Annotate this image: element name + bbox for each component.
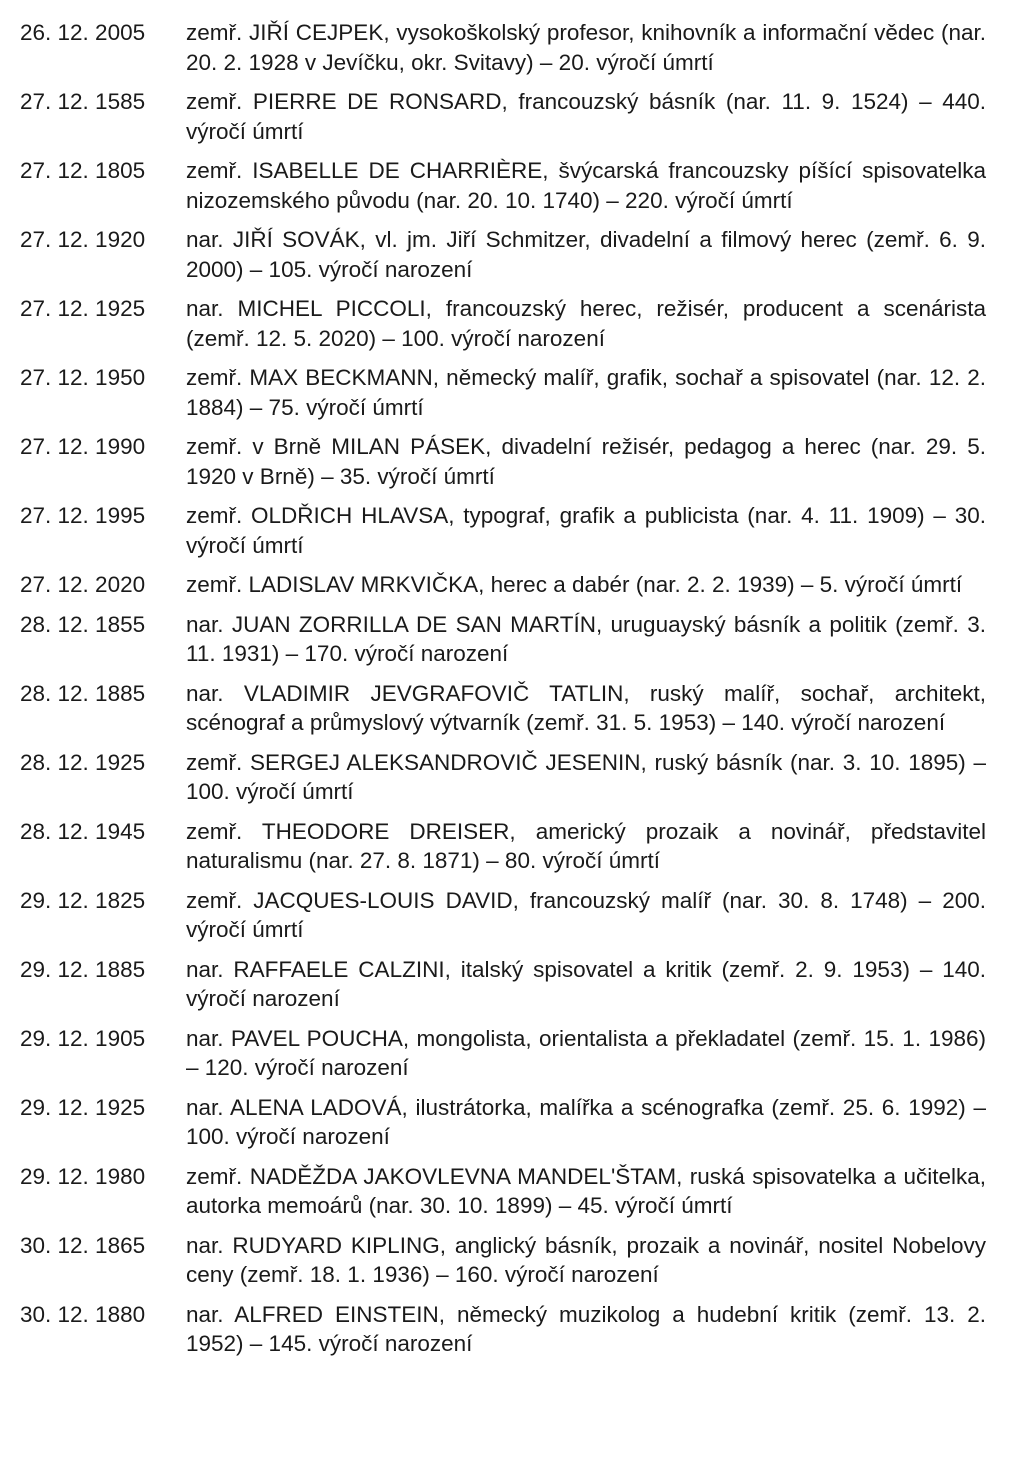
- anniversary-entry: [0, 87, 1020, 146]
- entry-text: zemř. LADISLAV MRKVIČKA, herec a dabér (nar. 2. 2. 1939) – 5. výročí úmrtí: [186, 572, 963, 597]
- anniversary-entry: [0, 363, 1020, 422]
- entry-text: nar. JIŘÍ SOVÁK, vl. jm. Jiří Schmitzer, divadelní a filmový herec (zemř. 6. 9. 2000) – 105. výročí narození: [186, 227, 986, 282]
- anniversary-entry: [0, 1024, 1020, 1083]
- entry-text: zemř. THEODORE DREISER, americký prozaik a novinář, představitel naturalismu (nar. 27. 8. 1871) – 80. výročí úmrtí: [186, 818, 986, 873]
- entry-date: 29. 12. 1825: [20, 887, 146, 913]
- entry-text: zemř. v Brně MILAN PÁSEK, divadelní režisér, pedagog a herec (nar. 29. 5. 1920 v Brně) – 35. výročí úmrtí: [186, 434, 986, 489]
- entry-text: zemř. OLDŘICH HLAVSA, typograf, grafik a publicista (nar. 4. 11. 1909) – 30. výročí úmrtí: [186, 503, 986, 558]
- entry-date: 28. 12. 1945: [20, 818, 146, 844]
- entry-date: 28. 12. 1885: [20, 680, 146, 706]
- entry-text: zemř. ISABELLE DE CHARRIÈRE, švýcarská francouzsky píšící spisovatelka nizozemského původu (nar. 20. 10. 1740) – 220. výročí úmrtí: [186, 158, 986, 213]
- entry-date: 29. 12. 1980: [20, 1163, 146, 1189]
- entry-date: 27. 12. 1585: [20, 89, 146, 114]
- anniversary-entry: [0, 294, 1020, 353]
- entry-text: nar. ALFRED EINSTEIN, německý muzikolog a hudební kritik (zemř. 13. 2. 1952) – 145. výročí narození: [186, 1301, 986, 1356]
- anniversary-entry: [0, 501, 1020, 560]
- anniversary-entry: [0, 817, 1020, 876]
- entry-text: zemř. JACQUES-LOUIS DAVID, francouzský malíř (nar. 30. 8. 1748) – 200. výročí úmrtí: [186, 887, 986, 942]
- anniversary-entry: [0, 432, 1020, 491]
- anniversary-entry: [0, 955, 1020, 1014]
- entry-text: zemř. NADĚŽDA JAKOVLEVNA MANDEL'ŠTAM, ruská spisovatelka a učitelka, autorka memoárů (nar. 30. 10. 1899) – 45. výročí úmrtí: [186, 1163, 986, 1218]
- entry-text: nar. VLADIMIR JEVGRAFOVIČ TATLIN, ruský malíř, sochař, architekt, scénograf a průmyslový výtvarník (zemř. 31. 5. 1953) – 140. výročí narození: [186, 680, 986, 735]
- entry-text: nar. RAFFAELE CALZINI, italský spisovatel a kritik (zemř. 2. 9. 1953) – 140. výročí narození: [186, 956, 986, 1011]
- anniversary-entry: [0, 1162, 1020, 1221]
- entry-text: zemř. SERGEJ ALEKSANDROVIČ JESENIN, ruský básník (nar. 3. 10. 1895) – 100. výročí úmrtí: [186, 749, 986, 804]
- entry-text: nar. ALENA LADOVÁ, ilustrátorka, malířka a scénografka (zemř. 25. 6. 1992) – 100. výročí narození: [186, 1094, 986, 1149]
- anniversary-entry: [0, 1093, 1020, 1152]
- anniversary-entry: [0, 1231, 1020, 1290]
- anniversary-entry: [0, 610, 1020, 669]
- anniversary-entry: [0, 1300, 1020, 1359]
- anniversary-list: [0, 18, 1020, 1369]
- entry-text: nar. RUDYARD KIPLING, anglický básník, prozaik a novinář, nositel Nobelovy ceny (zemř. 18. 1. 1936) – 160. výročí narození: [186, 1232, 986, 1287]
- entry-date: 27. 12. 1920: [20, 227, 146, 252]
- entry-text: nar. JUAN ZORRILLA DE SAN MARTÍN, uruguayský básník a politik (zemř. 3. 11. 1931) – 170. výročí narození: [186, 611, 986, 666]
- entry-date: 28. 12. 1925: [20, 749, 146, 775]
- entry-text: nar. MICHEL PICCOLI, francouzský herec, režisér, producent a scenárista (zemř. 12. 5. 2020) – 100. výročí narození: [186, 296, 986, 351]
- anniversary-entry: [0, 886, 1020, 945]
- anniversary-entry: [0, 156, 1020, 215]
- anniversary-entry: [0, 679, 1020, 738]
- entry-date: 29. 12. 1905: [20, 1025, 146, 1051]
- entry-text: zemř. PIERRE DE RONSARD, francouzský básník (nar. 11. 9. 1524) – 440. výročí úmrtí: [186, 89, 986, 144]
- entry-date: 27. 12. 2020: [20, 572, 146, 597]
- entry-date: 30. 12. 1865: [20, 1232, 146, 1258]
- entry-text: zemř. MAX BECKMANN, německý malíř, grafik, sochař a spisovatel (nar. 12. 2. 1884) – 75. výročí úmrtí: [186, 365, 986, 420]
- anniversary-entry: [0, 225, 1020, 284]
- entry-date: 27. 12. 1925: [20, 296, 146, 321]
- entry-date: 29. 12. 1885: [20, 956, 146, 982]
- entry-text: nar. PAVEL POUCHA, mongolista, orientalista a překladatel (zemř. 15. 1. 1986) – 120. výročí narození: [186, 1025, 986, 1080]
- entry-text: zemř. JIŘÍ CEJPEK, vysokoškolský profesor, knihovník a informační vědec (nar. 20. 2. 1928 v Jevíčku, okr. Svitavy) – 20. výročí úmrtí: [186, 20, 986, 75]
- entry-date: 30. 12. 1880: [20, 1301, 146, 1327]
- anniversary-entry: [0, 748, 1020, 807]
- entry-date: 27. 12. 1805: [20, 158, 146, 183]
- anniversary-entry: [0, 18, 1020, 77]
- entry-date: 26. 12. 2005: [20, 20, 146, 45]
- entry-date: 27. 12. 1950: [20, 365, 146, 390]
- entry-date: 28. 12. 1855: [20, 611, 146, 637]
- entry-date: 27. 12. 1995: [20, 503, 146, 528]
- anniversary-entry: [0, 570, 1020, 600]
- entry-date: 27. 12. 1990: [20, 434, 146, 459]
- entry-date: 29. 12. 1925: [20, 1094, 146, 1120]
